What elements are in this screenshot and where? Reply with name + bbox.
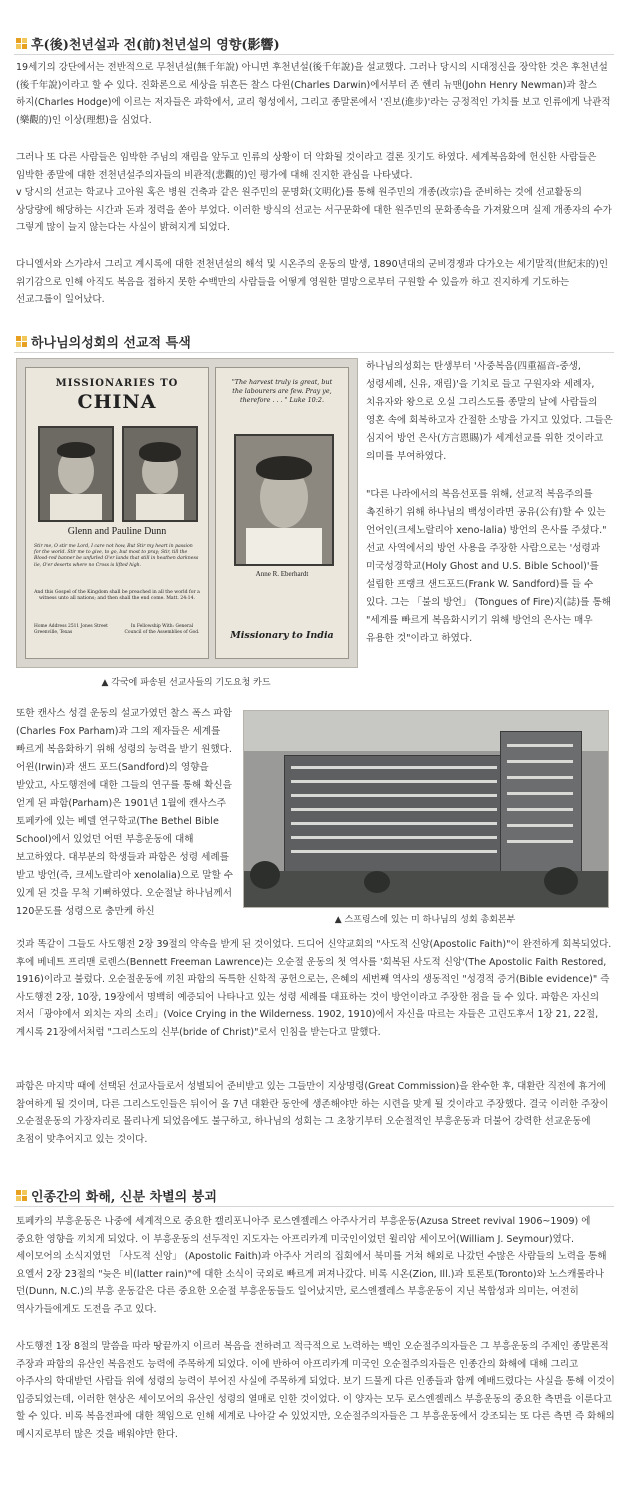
image-caption: ▲ 스프링스에 있는 미 하나님의 성회 총회본부: [334, 915, 516, 925]
card-name: Anne R. Eberhardt: [255, 570, 309, 578]
section-heading-1: [16, 32, 280, 54]
section-title: 인종간의 화해, 신분 차별의 붕괴: [31, 1189, 217, 1205]
card-heading: MISSIONARIES TO: [55, 378, 179, 389]
card-names: Glenn and Pauline Dunn: [67, 526, 167, 537]
section-divider: [14, 1206, 614, 1207]
prayer-card-india: [215, 367, 349, 659]
card-verse: Stir me, O stir me Lord, I care not how, But Stir my heart in passion for the world. Stir me to give, to go, but most to pray; Stir, till the Blood-red banner be unfurled O'er lands that still in heathen darkness lie, O'er deserts where no Cross is lifted high.: [34, 544, 199, 568]
paragraph: 하나님의성회는 탄생부터 '사중복음(四重福音-중생, 성령세례, 신유, 재림)'을 기치로 들고 구원자와 세례자, 치유자와 왕으로 오실 그리스도를 종말의 날에 사람들의 영혼 속에 회복하고자 간절한 소망을 가지고 있었다. 그들은 심지어 방언 은사(方言恩賜)가 세계선교를 위한 것이라고 의미를 부여하였다.: [366, 361, 613, 462]
paragraph: "다른 나라에서의 복음선포를 위해, 선교적 복음주의를 촉진하기 위해 하나님의 백성이라면 공유(公有)할 수 있는 언어인(크세노랄리아 xeno-lalia) 방언의 은사를 주셨다." 선교 사역에서의 방언 사용을 주장한 사람으로는 '성령과 미국성경학교(Holy Ghost and U.S. Bible School)'를 설립한 프랭크 샌드포드(Frank W. Sandford)를 들 수 있다. 그는 「불의 방언」 (Tongues of Fire)지(誌)를 통해 "세계를 빠르게 복음화시키기 위해 방언의 은사는 매우 유용한 것"이라고 하였다.: [366, 489, 611, 644]
missionary-portrait: [38, 426, 114, 522]
section-heading-3: [16, 1184, 217, 1206]
card-fellowship: In Fellowship With: General Council of the Assemblies of God.: [124, 624, 200, 635]
section-bullet-icon: [16, 1190, 27, 1201]
card-heading-country: CHINA: [77, 391, 157, 413]
section-bullet-icon: [16, 336, 27, 347]
card-mission: Missionary to India: [230, 630, 334, 641]
missionary-portrait: [234, 434, 334, 566]
section-title: 하나님의성회의 선교적 특색: [31, 335, 191, 351]
section-bullet-icon: [16, 38, 27, 49]
prayer-card-china: [25, 367, 209, 659]
section-heading-2: [16, 330, 191, 352]
card-home-address: Home Address 2511 Jones Street Greenville, Texas: [34, 624, 108, 635]
paragraph: 파함은 마지막 때에 선택된 선교사들로서 성별되어 준비받고 있는 그들만이 지상명령(Great Commission)을 완수한 후, 대환란 직전에 휴거에 참여하게 될 것이며, 다른 그리스도인들은 뒤이어 올 7년 대환란 동안에 생존해야만 하는 시련을 맞게 될 것이라고 주장했다. 결국 이러한 주장이 오순절운동의 가장자리로 몰리나게 되었음에도 불구하고, 하나님의 성회는 그 초창기부터 오순절적인 부흥운동과 더불어 강력한 선교운동에 초점이 맞추어지고 있는 것이다.: [16, 1081, 609, 1145]
section-divider: [14, 352, 614, 353]
paragraph: 것과 똑같이 그들도 사도행전 2장 39절의 약속을 받게 된 것이었다. 드디어 신약교회의 "사도적 신앙(Apostolic Faith)"이 완전하게 회복되었다. 후에 베네트 프리맨 로렌스(Bennett Freeman Lawrence)는 오순절 운동의 첫 역사를 '회복된 사도적 신앙'(The Apostolic Faith Restored, 1916)이라고 불렀다. 오순절운동에 끼친 파함의 독특한 신학적 공헌으로는, 은혜의 세번째 역사의 생동적인 "성경적 증거(Bible evidence)" 즉 사도행전 2장, 10장, 19장에서 명백히 예증되어 나타나고 있는 성령 세례를 대표하는 것이 방언이라고 주장한 점을 들 수 있다. 파함은 자신의 저서「광야에서 외치는 자의 소리」(Voice Crying in the Wilderness. 1902, 1910)에서 자신을 따르는 자들은 고린도후서 1장 21, 22절, 계시록 21장에서처럼 "그리스도의 신부(bride of Christ)"로서 인침을 받는다고 말했다.: [16, 939, 612, 1038]
paragraph: 다니엘서와 스가랴서 그리고 계시록에 대한 전천년설의 해석 및 시온주의 운동의 발생, 1890년대의 군비경쟁과 다가오는 세기말적(世紀末的)인 위기감으로 인해 아직도 복음을 접하지 못한 수백만의 사람들을 어떻게 영원한 멸망으로부터 구원할 수 있을까 하고 진지하게 기도하는 선교그룹이 일어났다.: [16, 259, 609, 306]
prayer-cards-photo: [16, 358, 358, 668]
paragraph: 19세기의 강단에서는 전반적으로 무천년설(無千年說) 아니면 후천년설(後千年說)을 설교했다. 그러나 당시의 시대정신을 장악한 것은 후천년설(後千年說)이라고 할 수 있다. 진화론으로 세상을 뒤흔든 찰스 다윈(Charles Darwin)에서부터 존 헨리 뉴맨(John Henry Newman)과 찰스 하지(Charles Hodge)에 이르는 저자들은 과학에서, 교리 형성에서, 그리고 종말론에서 '진보(進步)'라는 긍정적인 가치를 보고 인류에게 낙관적(樂觀的)인 이상(理想)을 심었다.: [16, 62, 611, 126]
section-title: 후(後)천년설과 전(前)천년설의 영향(影響): [31, 37, 280, 53]
paragraph: 또한 캔사스 성결 운동의 설교가였던 찰스 폭스 파함(Charles Fox Parham)과 그의 제자들은 세계를 빠르게 복음화하기 위해 성령의 능력을 받기 원했다. 어윈(Irwin)과 샌드 포드(Sandford)의 영향을 받았고, 사도행전에 대한 그들의 연구를 통해 확신을 얻게 된 파함(Parham)은 1901년 1월에 캔사스주 토페카에 있는 베델 연구학교(The Bethel Bible School)에서 있었던 어떤 부흥운동에 대해 보고하였다. 대부분의 학생들과 파함은 성령 세례를 받고 방언(즉, 크세노랄리아 xenolalia)으로 말할 수 있게 된 것을 무척 기뻐하였다. 오순절날 하나님께서 120문도를 성령으로 충만케 하신: [16, 708, 234, 917]
section-divider: [14, 54, 614, 55]
card-verse: "The harvest truly is great, but the labourers are few. Pray ye, therefore . . . " Luke 10:2.: [231, 378, 333, 404]
paragraph: 토페카의 부흥운동은 나중에 세계적으로 중요한 캘리포니아주 로스엔젤레스 아주사거리 부흥운동(Azusa Street revival 1906~1909) 에 중요한 영향을 끼치게 되었다. 이 부흥운동의 선두적인 지도자는 아프리카계 미국인이었던 윌리암 세이모어(William J. Seymour)였다. 세이모어의 소식지였던 「사도적 신앙」 (Apostolic Faith)과 아주사 거리의 집회에서 북미를 거쳐 해외로 나갔던 수많은 사람들의 노력을 통해 요엘서 2장 23절의 "늦은 비(latter rain)"에 대한 소식이 국외로 빠르게 퍼져나갔다. 비록 시온(Zion, Ill.)과 토론토(Toronto)와 노스캐롤라나 던(Dunn, N.C.)의 부흥 운동같은 다른 중요한 오순절 부흥운동들도 일어났지만, 로스엔젤레스 부흥운동이 지닌 복합성과 의미는, 여전히 역사가들에게도 도전을 주고 있다.: [16, 1216, 607, 1315]
headquarters-photo: [243, 710, 609, 908]
paragraph: 그러나 또 다른 사람들은 임박한 주님의 재림을 앞두고 인류의 상황이 더 악화될 것이라고 결론 짓기도 하였다. 세계복음화에 헌신한 사람들은 임박한 종말에 대한 전천년설주의자들의 비관적(悲觀的)인 평가에 대해 진지한 관심을 나타냈다. v 당시의 선교는 학교나 고아원 혹은 병원 건축과 같은 원주민의 문명화(文明化)를 통해 원주민의 개종(改宗)을 준비하는 것에 선교활동의 상당량에 해당하는 시간과 돈과 정력을 쏟아 부었다. 이러한 방식의 선교는 서구문화에 대한 원주민의 문화종속을 가져왔으며 실제 개종자의 수가 그렇게 많이 늘지 않는다는 사실이 밝혀지게 되었다.: [16, 152, 612, 234]
image-caption: ▲ 각국에 파송된 선교사들의 기도요청 카드: [101, 678, 271, 688]
missionary-portrait: [122, 426, 198, 522]
paragraph: 사도행전 1장 8절의 말씀을 따라 땅끝까지 이르러 복음을 전하려고 적극적으로 노력하는 백인 오순절주의자들은 그 부흥운동의 주제인 종말론적 주장과 파함의 유산인 복음전도 능력에 주목하게 되었다. 이에 반하여 아프리카계 미국인 오순절주의자들은 인종간의 화해에 대해 그리고 아주사의 학대받던 사람들 위에 성령의 능력이 부어진 사실에 주목하게 되었다. 보기 드물게 다른 인종들과 함께 예배드렸다는 사실을 통해 이것이 입증되었는데, 이러한 현상은 세이모어의 유산인 성령의 열매로 인한 것이었다. 이 양자는 모두 로스엔젤레스 부흥운동의 중요한 측면을 이룬다고 할 수 있다. 비록 복음전파에 대한 책임으로 인해 세계로 나아갈 수 있었지만, 오순절주의자들은 그 부흥운동에서 강조되는 또 다른 측면 즉 화해의 메시지로부터 많은 것을 배워야만 한다.: [16, 1341, 615, 1440]
card-gospel: And this Gospel of the Kingdom shall be preached in all the world for a witness unto all nations; and then shall the end come. Matt. 24:14.: [34, 590, 200, 601]
